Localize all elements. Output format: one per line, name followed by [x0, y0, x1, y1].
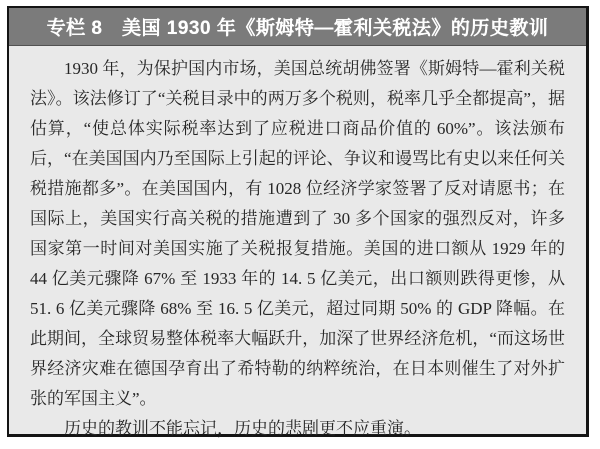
paragraph-conclusion: 历史的教训不能忘记，历史的悲剧更不应重演。 — [64, 419, 421, 438]
column-box — [7, 6, 589, 437]
column-body — [9, 46, 586, 444]
column-title: 专栏 8 美国 1930 年《斯姆特—霍利关税法》的历史教训 — [46, 18, 549, 39]
paragraph-main: 1930 年，为保护国内市场，美国总统胡佛签署《斯姆特—霍利关税法》。该法修订了“关税目录中的两万多个税则，税率几乎全都提高”，据估算，“使总体实际税率达到了应税进口商品价值的 60%”。该法颁布后，“在美国国内乃至国际上引起的评论、争议和谩骂比有史以来任何关税措施都多”。在美国国内，有 1028 位经济学家签署了反对请愿书；在国际上，美国实行高关税的措施遭到了 30 多个国家的强烈反对，许多国家第一时间对美国实施了关税报复措施。美国的进口额从 1929 年的 44 亿美元骤降 67% 至 1933 年的 14. 5 亿美元，出口额则跌得更惨，从 51. 6 亿美元骤降 68% 至 16. 5 亿美元，超过同期 50% 的 GDP 降幅。在此期间，全球贸易整体税率大幅跃升，加深了世界经济危机，“而这场世界经济灾难在德国孕育出了希特勒的纳粹统治，在日本则催生了对外扩张的军国主义”。 — [30, 59, 565, 408]
column-title-bar — [9, 8, 586, 46]
